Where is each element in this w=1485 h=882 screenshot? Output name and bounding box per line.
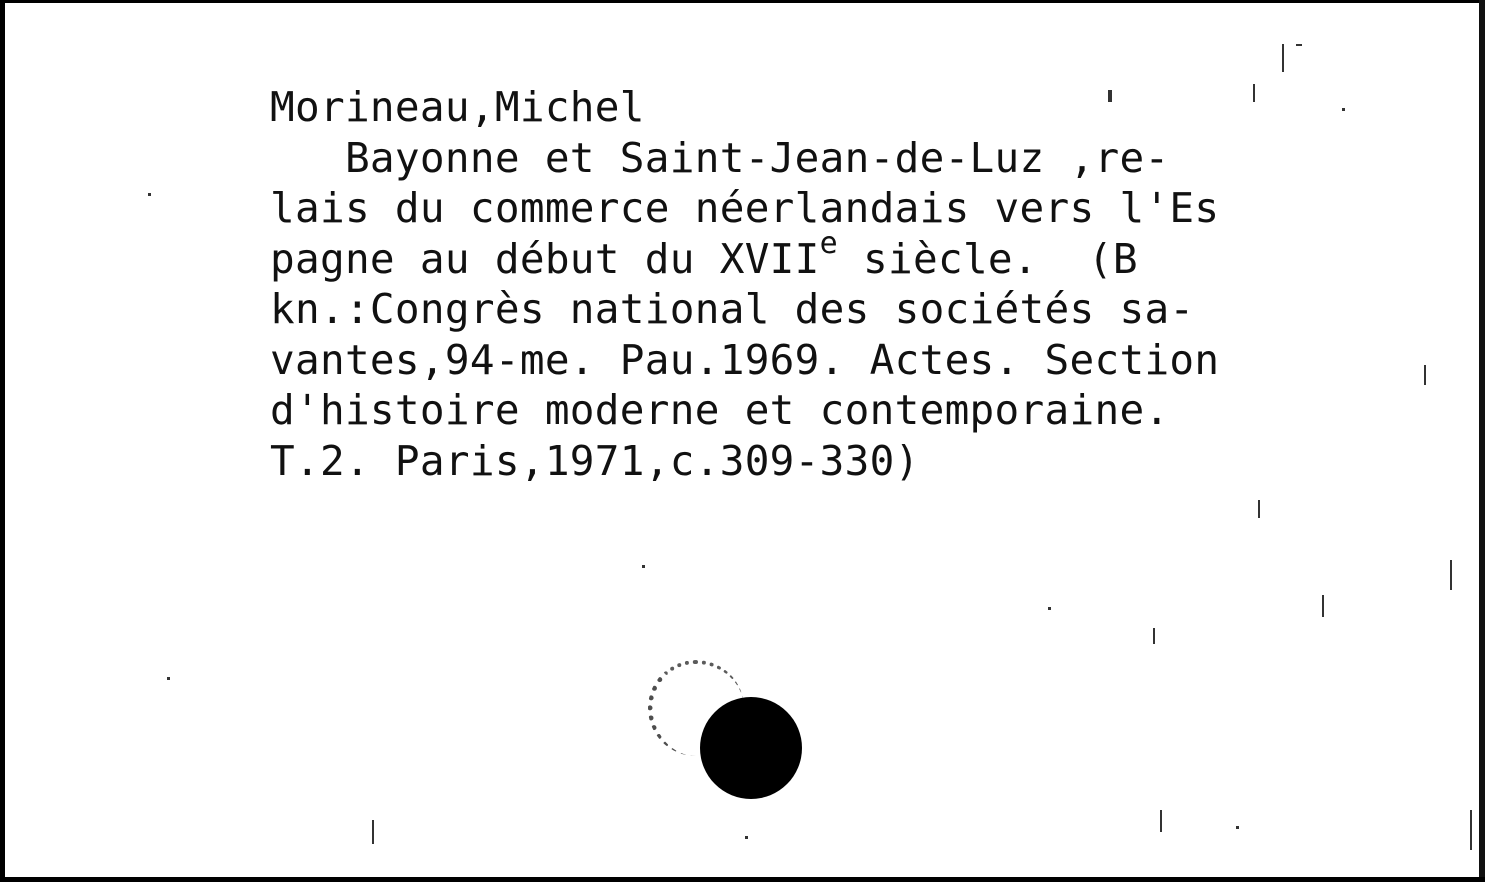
scan-speck bbox=[167, 677, 170, 680]
scan-speck bbox=[1342, 108, 1345, 111]
card-text-block bbox=[270, 82, 1219, 486]
century-superscript: e bbox=[819, 225, 839, 261]
scan-speck bbox=[1153, 628, 1155, 644]
scan-speck bbox=[1296, 44, 1302, 46]
scan-speck bbox=[1253, 84, 1255, 102]
text-line-1: Bayonne et Saint-Jean-de-Luz ,re- bbox=[270, 133, 1170, 182]
scan-speck bbox=[1424, 365, 1426, 385]
text-line-2: lais du commerce néerlandais vers l'Es bbox=[270, 184, 1220, 232]
scan-speck bbox=[1450, 560, 1452, 590]
text-line-3-end: siècle. (B bbox=[838, 234, 1138, 283]
text-line-7: T.2. Paris,1971,c.309-330) bbox=[270, 436, 920, 485]
scan-speck bbox=[1236, 826, 1239, 829]
scan-speck bbox=[642, 565, 645, 568]
scan-speck bbox=[1108, 90, 1112, 102]
scan-speck bbox=[745, 836, 748, 839]
text-line-5: vantes,94-me. Pau.1969. Actes. Section bbox=[270, 335, 1220, 384]
punch-hole bbox=[700, 697, 802, 799]
scan-speck bbox=[1322, 595, 1324, 617]
card-right-edge bbox=[1479, 0, 1485, 882]
text-line-6: d'histoire moderne et contemporaine. bbox=[270, 386, 1170, 434]
author-heading: Morineau,Michel bbox=[270, 83, 645, 131]
card-left-edge bbox=[0, 0, 5, 882]
scan-speck bbox=[372, 820, 374, 844]
text-line-4: kn.:Congrès national des sociétés sa- bbox=[270, 285, 1195, 333]
scan-speck bbox=[1282, 44, 1284, 72]
scan-speck bbox=[1160, 810, 1162, 832]
scan-speck bbox=[148, 193, 151, 196]
text-line-3-start: pagne au début du XVII bbox=[270, 234, 820, 283]
card-top-edge bbox=[0, 0, 1485, 3]
scan-speck bbox=[1258, 500, 1260, 518]
card-bottom-edge bbox=[0, 877, 1485, 882]
scan-speck bbox=[1470, 810, 1472, 850]
scan-speck bbox=[1048, 607, 1051, 610]
text-line-3 bbox=[270, 225, 1219, 285]
